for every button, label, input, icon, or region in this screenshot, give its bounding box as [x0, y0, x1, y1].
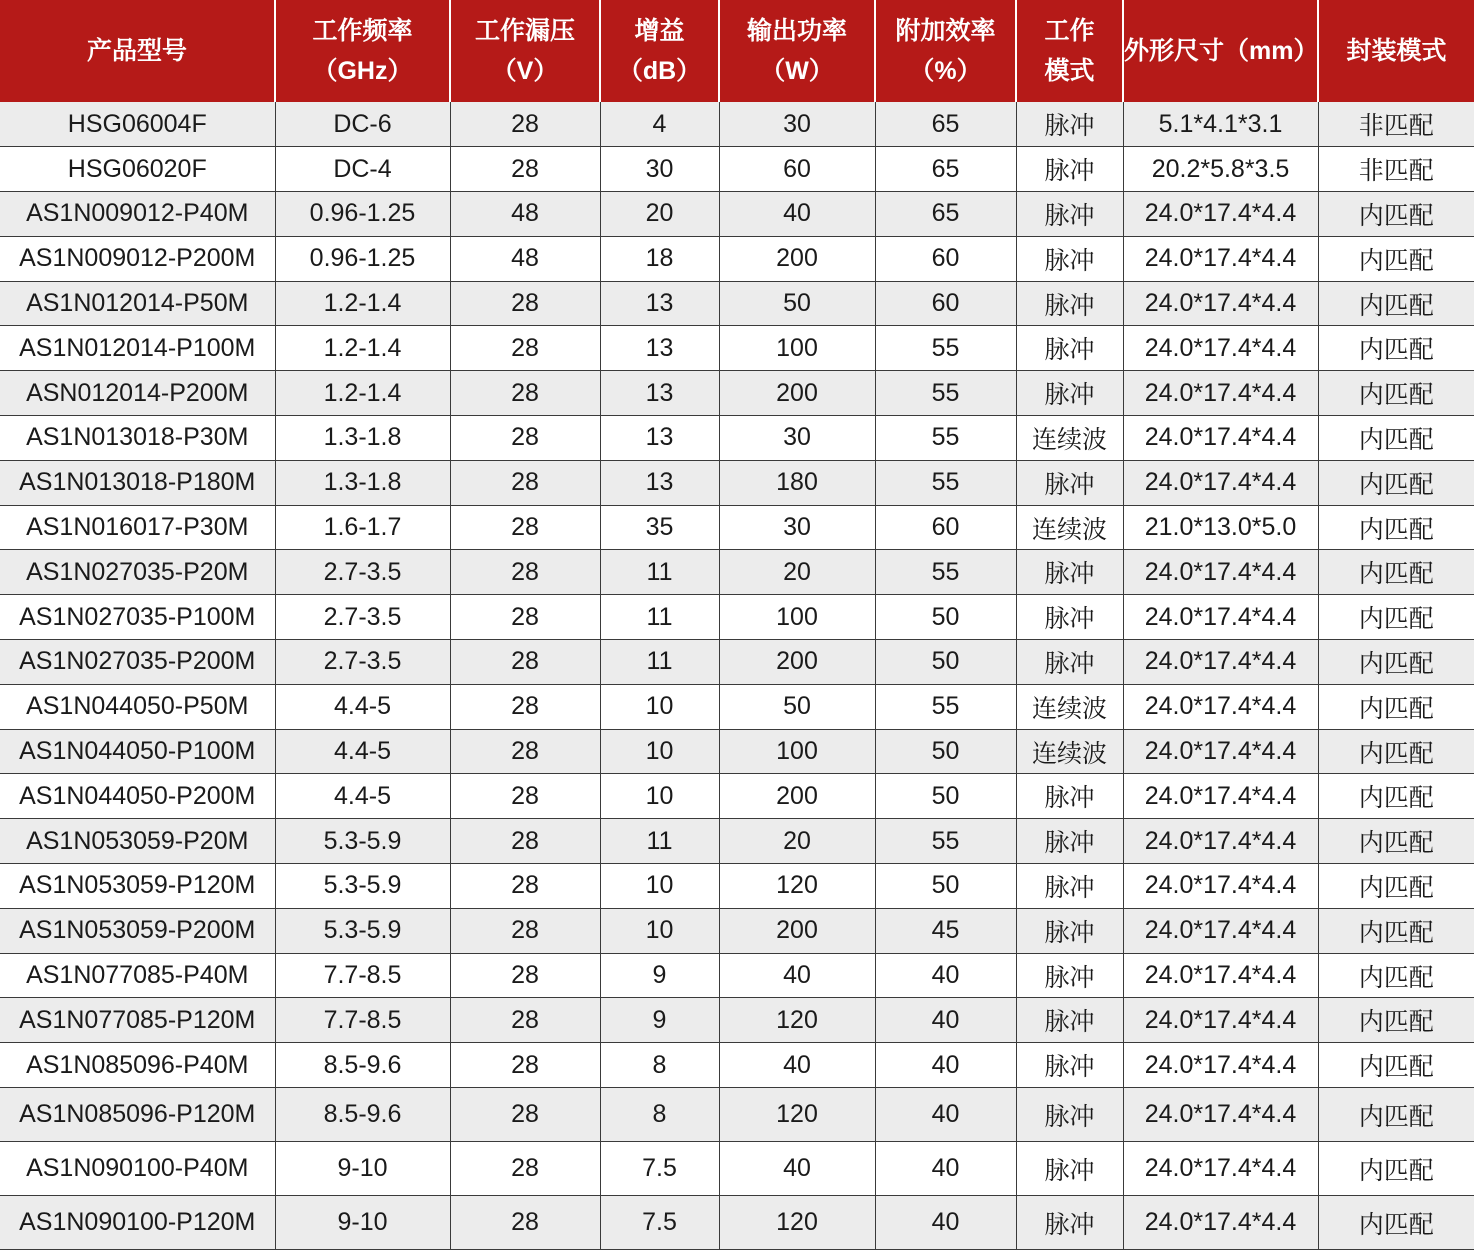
cell-output-power: 120: [719, 864, 875, 909]
cell-efficiency: 40: [875, 1196, 1016, 1250]
cell-package: 内匹配: [1318, 1142, 1474, 1196]
cell-package: 非匹配: [1318, 102, 1474, 147]
cell-mode: 脉冲: [1016, 460, 1123, 505]
cell-output-power: 30: [719, 505, 875, 550]
cell-package: 内匹配: [1318, 684, 1474, 729]
cell-dimensions: 24.0*17.4*4.4: [1123, 953, 1318, 998]
cell-package: 内匹配: [1318, 819, 1474, 864]
cell-package: 内匹配: [1318, 774, 1474, 819]
cell-dimensions: 24.0*17.4*4.4: [1123, 326, 1318, 371]
cell-output-power: 40: [719, 953, 875, 998]
cell-package: 内匹配: [1318, 326, 1474, 371]
cell-mode: 脉冲: [1016, 326, 1123, 371]
header-gain-line1: 增益: [634, 17, 685, 45]
cell-efficiency: 50: [875, 595, 1016, 640]
cell-model: AS1N009012-P200M: [0, 236, 275, 281]
header-efficiency-line1: 附加效率: [895, 17, 996, 45]
cell-drain-voltage: 28: [450, 819, 600, 864]
cell-output-power: 30: [719, 416, 875, 461]
cell-efficiency: 40: [875, 1088, 1016, 1142]
cell-mode: 脉冲: [1016, 102, 1123, 147]
header-model-line1: 产品型号: [86, 37, 187, 65]
table-row: [0, 281, 1474, 326]
table-row: [0, 505, 1474, 550]
table-row: [0, 998, 1474, 1043]
table-row: [0, 102, 1474, 147]
table-row: [0, 774, 1474, 819]
cell-drain-voltage: 28: [450, 998, 600, 1043]
cell-efficiency: 65: [875, 192, 1016, 237]
cell-drain-voltage: 28: [450, 1043, 600, 1088]
cell-efficiency: 65: [875, 147, 1016, 192]
cell-frequency: 1.6-1.7: [275, 505, 450, 550]
cell-dimensions: 20.2*5.8*3.5: [1123, 147, 1318, 192]
header-dimensions-line1: 外形尺寸（mm）: [1124, 37, 1319, 65]
cell-output-power: 120: [719, 998, 875, 1043]
table-body: [0, 102, 1474, 1250]
cell-frequency: 8.5-9.6: [275, 1088, 450, 1142]
cell-frequency: 1.3-1.8: [275, 460, 450, 505]
cell-frequency: 1.2-1.4: [275, 281, 450, 326]
cell-frequency: 0.96-1.25: [275, 236, 450, 281]
cell-gain: 13: [600, 371, 719, 416]
cell-output-power: 100: [719, 326, 875, 371]
cell-package: 内匹配: [1318, 236, 1474, 281]
cell-frequency: 1.2-1.4: [275, 326, 450, 371]
cell-model: AS1N053059-P200M: [0, 908, 275, 953]
cell-gain: 13: [600, 460, 719, 505]
cell-model: AS1N012014-P100M: [0, 326, 275, 371]
cell-efficiency: 40: [875, 1142, 1016, 1196]
cell-dimensions: 24.0*17.4*4.4: [1123, 640, 1318, 685]
cell-gain: 8: [600, 1043, 719, 1088]
cell-model: AS1N085096-P40M: [0, 1043, 275, 1088]
cell-dimensions: 24.0*17.4*4.4: [1123, 371, 1318, 416]
cell-dimensions: 24.0*17.4*4.4: [1123, 550, 1318, 595]
cell-package: 内匹配: [1318, 416, 1474, 461]
cell-drain-voltage: 28: [450, 460, 600, 505]
cell-dimensions: 24.0*17.4*4.4: [1123, 1088, 1318, 1142]
cell-model: AS1N013018-P30M: [0, 416, 275, 461]
table-row: [0, 236, 1474, 281]
cell-package: 内匹配: [1318, 1043, 1474, 1088]
cell-efficiency: 40: [875, 1043, 1016, 1088]
cell-frequency: 1.2-1.4: [275, 371, 450, 416]
cell-gain: 11: [600, 819, 719, 864]
cell-dimensions: 24.0*17.4*4.4: [1123, 819, 1318, 864]
cell-package: 内匹配: [1318, 595, 1474, 640]
cell-dimensions: 24.0*17.4*4.4: [1123, 864, 1318, 909]
header-frequency-line2: （GHz）: [312, 57, 413, 85]
table-row: [0, 1088, 1474, 1142]
header-drain-voltage-line1: 工作漏压: [474, 17, 575, 45]
table-row: [0, 416, 1474, 461]
cell-drain-voltage: 28: [450, 595, 600, 640]
header-gain-line2: （dB）: [617, 57, 702, 85]
cell-output-power: 200: [719, 236, 875, 281]
cell-output-power: 100: [719, 595, 875, 640]
cell-gain: 18: [600, 236, 719, 281]
cell-dimensions: 24.0*17.4*4.4: [1123, 729, 1318, 774]
cell-mode: 脉冲: [1016, 640, 1123, 685]
cell-mode: 脉冲: [1016, 595, 1123, 640]
cell-efficiency: 55: [875, 684, 1016, 729]
table-row: [0, 550, 1474, 595]
cell-gain: 13: [600, 326, 719, 371]
cell-efficiency: 55: [875, 819, 1016, 864]
cell-mode: 脉冲: [1016, 1088, 1123, 1142]
cell-model: AS1N016017-P30M: [0, 505, 275, 550]
cell-output-power: 30: [719, 102, 875, 147]
cell-model: AS1N077085-P40M: [0, 953, 275, 998]
cell-frequency: 0.96-1.25: [275, 192, 450, 237]
cell-gain: 11: [600, 595, 719, 640]
cell-gain: 9: [600, 953, 719, 998]
cell-mode: 连续波: [1016, 416, 1123, 461]
header-mode: [1016, 0, 1123, 102]
cell-dimensions: 24.0*17.4*4.4: [1123, 595, 1318, 640]
cell-drain-voltage: 28: [450, 640, 600, 685]
cell-drain-voltage: 28: [450, 505, 600, 550]
cell-frequency: DC-6: [275, 102, 450, 147]
cell-mode: 脉冲: [1016, 998, 1123, 1043]
cell-drain-voltage: 28: [450, 1142, 600, 1196]
cell-gain: 11: [600, 640, 719, 685]
cell-efficiency: 55: [875, 326, 1016, 371]
cell-drain-voltage: 28: [450, 371, 600, 416]
cell-model: AS1N044050-P100M: [0, 729, 275, 774]
table-row: [0, 819, 1474, 864]
cell-dimensions: 24.0*17.4*4.4: [1123, 684, 1318, 729]
cell-efficiency: 55: [875, 550, 1016, 595]
cell-dimensions: 24.0*17.4*4.4: [1123, 908, 1318, 953]
cell-package: 内匹配: [1318, 998, 1474, 1043]
cell-efficiency: 50: [875, 774, 1016, 819]
cell-package: 内匹配: [1318, 640, 1474, 685]
cell-package: 内匹配: [1318, 505, 1474, 550]
cell-gain: 13: [600, 281, 719, 326]
cell-drain-voltage: 28: [450, 953, 600, 998]
cell-mode: 脉冲: [1016, 236, 1123, 281]
cell-gain: 35: [600, 505, 719, 550]
cell-frequency: 2.7-3.5: [275, 640, 450, 685]
cell-frequency: 1.3-1.8: [275, 416, 450, 461]
cell-gain: 10: [600, 729, 719, 774]
cell-drain-voltage: 28: [450, 550, 600, 595]
cell-dimensions: 24.0*17.4*4.4: [1123, 416, 1318, 461]
cell-mode: 脉冲: [1016, 1196, 1123, 1250]
cell-frequency: 2.7-3.5: [275, 595, 450, 640]
cell-mode: 连续波: [1016, 684, 1123, 729]
cell-frequency: 7.7-8.5: [275, 953, 450, 998]
cell-package: 内匹配: [1318, 281, 1474, 326]
header-output-power: [719, 0, 875, 102]
table-row: [0, 460, 1474, 505]
table-row: [0, 1142, 1474, 1196]
cell-model: AS1N077085-P120M: [0, 998, 275, 1043]
cell-output-power: 20: [719, 819, 875, 864]
cell-output-power: 200: [719, 640, 875, 685]
cell-output-power: 50: [719, 281, 875, 326]
cell-frequency: 8.5-9.6: [275, 1043, 450, 1088]
header-efficiency: [875, 0, 1016, 102]
table-row: [0, 684, 1474, 729]
cell-gain: 10: [600, 774, 719, 819]
cell-gain: 10: [600, 864, 719, 909]
cell-dimensions: 24.0*17.4*4.4: [1123, 1142, 1318, 1196]
cell-mode: 脉冲: [1016, 192, 1123, 237]
cell-dimensions: 24.0*17.4*4.4: [1123, 774, 1318, 819]
table-row: [0, 595, 1474, 640]
header-frequency-line1: 工作频率: [312, 17, 413, 45]
cell-drain-voltage: 28: [450, 864, 600, 909]
cell-output-power: 200: [719, 774, 875, 819]
cell-frequency: 4.4-5: [275, 729, 450, 774]
cell-dimensions: 5.1*4.1*3.1: [1123, 102, 1318, 147]
cell-gain: 7.5: [600, 1142, 719, 1196]
cell-efficiency: 55: [875, 416, 1016, 461]
cell-drain-voltage: 28: [450, 281, 600, 326]
table-row: [0, 1043, 1474, 1088]
cell-gain: 8: [600, 1088, 719, 1142]
cell-gain: 9: [600, 998, 719, 1043]
table-header: [0, 0, 1474, 102]
cell-package: 内匹配: [1318, 908, 1474, 953]
cell-efficiency: 60: [875, 505, 1016, 550]
cell-efficiency: 60: [875, 236, 1016, 281]
cell-drain-voltage: 28: [450, 416, 600, 461]
cell-frequency: 9-10: [275, 1196, 450, 1250]
cell-output-power: 120: [719, 1196, 875, 1250]
cell-drain-voltage: 28: [450, 1088, 600, 1142]
cell-model: AS1N053059-P120M: [0, 864, 275, 909]
cell-model: AS1N044050-P200M: [0, 774, 275, 819]
header-gain: [600, 0, 719, 102]
cell-model: AS1N090100-P40M: [0, 1142, 275, 1196]
table-row: [0, 864, 1474, 909]
cell-model: AS1N027035-P100M: [0, 595, 275, 640]
cell-frequency: 5.3-5.9: [275, 908, 450, 953]
cell-package: 内匹配: [1318, 953, 1474, 998]
cell-mode: 脉冲: [1016, 147, 1123, 192]
table-row: [0, 192, 1474, 237]
table-row: [0, 729, 1474, 774]
cell-model: AS1N012014-P50M: [0, 281, 275, 326]
cell-efficiency: 60: [875, 281, 1016, 326]
cell-dimensions: 21.0*13.0*5.0: [1123, 505, 1318, 550]
cell-dimensions: 24.0*17.4*4.4: [1123, 236, 1318, 281]
header-mode-line1: 工作: [1044, 17, 1095, 45]
cell-frequency: DC-4: [275, 147, 450, 192]
cell-drain-voltage: 48: [450, 236, 600, 281]
cell-output-power: 40: [719, 1142, 875, 1196]
cell-frequency: 4.4-5: [275, 684, 450, 729]
cell-efficiency: 45: [875, 908, 1016, 953]
cell-package: 内匹配: [1318, 729, 1474, 774]
cell-output-power: 60: [719, 147, 875, 192]
cell-package: 内匹配: [1318, 1196, 1474, 1250]
cell-mode: 脉冲: [1016, 1043, 1123, 1088]
cell-package: 内匹配: [1318, 550, 1474, 595]
cell-efficiency: 55: [875, 460, 1016, 505]
cell-output-power: 180: [719, 460, 875, 505]
cell-output-power: 50: [719, 684, 875, 729]
cell-mode: 连续波: [1016, 729, 1123, 774]
cell-gain: 7.5: [600, 1196, 719, 1250]
cell-efficiency: 50: [875, 729, 1016, 774]
cell-efficiency: 65: [875, 102, 1016, 147]
cell-mode: 脉冲: [1016, 864, 1123, 909]
cell-drain-voltage: 48: [450, 192, 600, 237]
table-row: [0, 326, 1474, 371]
header-mode-line2: 模式: [1044, 57, 1095, 85]
cell-model: AS1N044050-P50M: [0, 684, 275, 729]
cell-frequency: 9-10: [275, 1142, 450, 1196]
header-package-line1: 封装模式: [1346, 37, 1447, 65]
header-output-power-line2: （W）: [760, 57, 834, 85]
cell-output-power: 100: [719, 729, 875, 774]
header-dimensions: [1123, 0, 1318, 102]
cell-package: 内匹配: [1318, 192, 1474, 237]
cell-model: AS1N053059-P20M: [0, 819, 275, 864]
cell-dimensions: 24.0*17.4*4.4: [1123, 192, 1318, 237]
cell-frequency: 2.7-3.5: [275, 550, 450, 595]
cell-mode: 脉冲: [1016, 908, 1123, 953]
table-row: [0, 147, 1474, 192]
cell-package: 内匹配: [1318, 460, 1474, 505]
header-package: [1318, 0, 1474, 102]
cell-gain: 13: [600, 416, 719, 461]
cell-dimensions: 24.0*17.4*4.4: [1123, 460, 1318, 505]
cell-dimensions: 24.0*17.4*4.4: [1123, 281, 1318, 326]
cell-mode: 连续波: [1016, 505, 1123, 550]
cell-mode: 脉冲: [1016, 774, 1123, 819]
cell-efficiency: 50: [875, 864, 1016, 909]
cell-mode: 脉冲: [1016, 819, 1123, 864]
table-row: [0, 953, 1474, 998]
cell-package: 内匹配: [1318, 371, 1474, 416]
cell-mode: 脉冲: [1016, 281, 1123, 326]
table-row: [0, 908, 1474, 953]
cell-mode: 脉冲: [1016, 371, 1123, 416]
cell-frequency: 7.7-8.5: [275, 998, 450, 1043]
table-row: [0, 1196, 1474, 1250]
cell-output-power: 40: [719, 1043, 875, 1088]
cell-model: AS1N027035-P20M: [0, 550, 275, 595]
cell-package: 内匹配: [1318, 1088, 1474, 1142]
table-row: [0, 640, 1474, 685]
cell-drain-voltage: 28: [450, 147, 600, 192]
cell-model: AS1N009012-P40M: [0, 192, 275, 237]
cell-frequency: 5.3-5.9: [275, 864, 450, 909]
cell-drain-voltage: 28: [450, 326, 600, 371]
cell-model: AS1N090100-P120M: [0, 1196, 275, 1250]
header-efficiency-line2: （%）: [909, 57, 982, 85]
cell-mode: 脉冲: [1016, 1142, 1123, 1196]
cell-mode: 脉冲: [1016, 953, 1123, 998]
cell-efficiency: 55: [875, 371, 1016, 416]
cell-package: 内匹配: [1318, 864, 1474, 909]
cell-model: AS1N027035-P200M: [0, 640, 275, 685]
cell-drain-voltage: 28: [450, 684, 600, 729]
cell-model: ASN012014-P200M: [0, 371, 275, 416]
cell-model: AS1N085096-P120M: [0, 1088, 275, 1142]
cell-frequency: 4.4-5: [275, 774, 450, 819]
cell-output-power: 120: [719, 1088, 875, 1142]
cell-dimensions: 24.0*17.4*4.4: [1123, 1196, 1318, 1250]
cell-model: AS1N013018-P180M: [0, 460, 275, 505]
cell-dimensions: 24.0*17.4*4.4: [1123, 1043, 1318, 1088]
cell-model: HSG06004F: [0, 102, 275, 147]
header-drain-voltage-line2: （V）: [491, 57, 559, 85]
table-row: [0, 371, 1474, 416]
header-drain-voltage: [450, 0, 600, 102]
cell-dimensions: 24.0*17.4*4.4: [1123, 998, 1318, 1043]
cell-gain: 4: [600, 102, 719, 147]
cell-output-power: 200: [719, 908, 875, 953]
cell-output-power: 40: [719, 192, 875, 237]
cell-mode: 脉冲: [1016, 550, 1123, 595]
cell-drain-voltage: 28: [450, 729, 600, 774]
cell-drain-voltage: 28: [450, 102, 600, 147]
cell-output-power: 20: [719, 550, 875, 595]
cell-gain: 30: [600, 147, 719, 192]
header-output-power-line1: 输出功率: [746, 17, 847, 45]
cell-efficiency: 50: [875, 640, 1016, 685]
cell-gain: 20: [600, 192, 719, 237]
cell-efficiency: 40: [875, 953, 1016, 998]
cell-model: HSG06020F: [0, 147, 275, 192]
cell-gain: 10: [600, 684, 719, 729]
cell-efficiency: 40: [875, 998, 1016, 1043]
header-model: [0, 0, 275, 102]
header-row: [0, 0, 1474, 102]
cell-gain: 11: [600, 550, 719, 595]
cell-drain-voltage: 28: [450, 908, 600, 953]
cell-drain-voltage: 28: [450, 774, 600, 819]
cell-output-power: 200: [719, 371, 875, 416]
cell-drain-voltage: 28: [450, 1196, 600, 1250]
cell-package: 非匹配: [1318, 147, 1474, 192]
header-frequency: [275, 0, 450, 102]
cell-gain: 10: [600, 908, 719, 953]
cell-frequency: 5.3-5.9: [275, 819, 450, 864]
